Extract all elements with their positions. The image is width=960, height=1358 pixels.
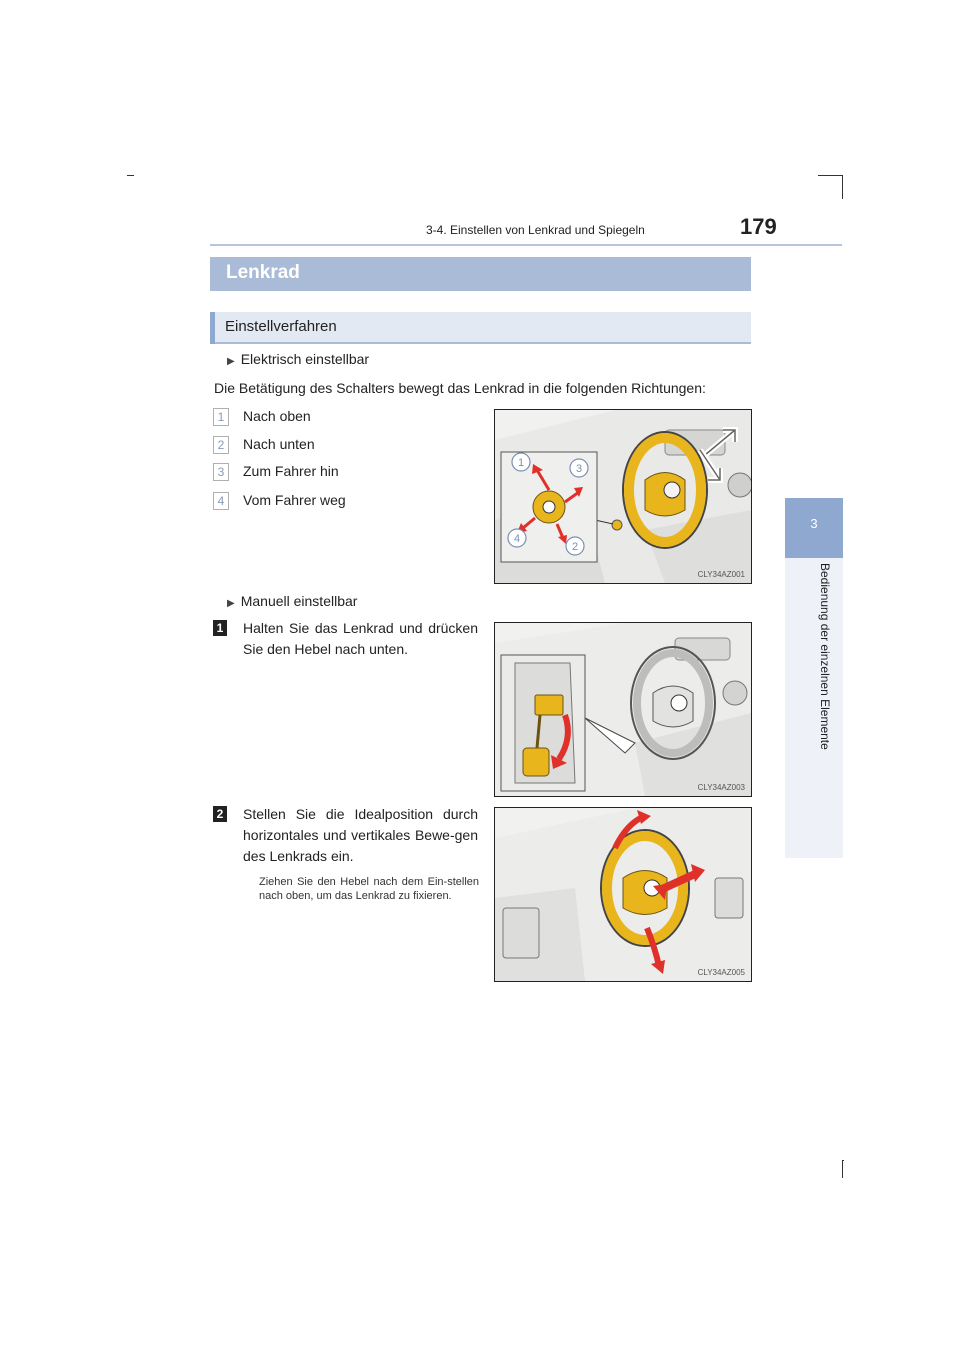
steering-position-illustration xyxy=(495,808,751,981)
subsection-heading xyxy=(210,312,751,344)
chapter-tab[interactable] xyxy=(785,498,843,558)
crop-mark xyxy=(818,175,843,176)
steering-lever-illustration xyxy=(495,623,751,796)
figure-manual-position xyxy=(494,807,752,982)
callout-4: 4 xyxy=(513,533,521,545)
item-number-3: 3 xyxy=(213,463,229,481)
steering-wheel-electric-illustration xyxy=(495,410,751,583)
bullet-electric-label: Elektrisch einstellbar xyxy=(240,351,370,367)
bullet-manual xyxy=(227,593,357,609)
item-up: Nach oben xyxy=(243,408,311,424)
figure-code: CLY34AZ005 xyxy=(697,968,745,977)
crop-mark xyxy=(842,1160,843,1178)
step-number-2: 2 xyxy=(213,806,227,822)
triangle-bullet-icon: ▶ xyxy=(227,356,235,367)
subsection-accent xyxy=(210,312,215,344)
bullet-electric xyxy=(227,351,369,367)
section-heading xyxy=(210,257,751,291)
step-2-note: Ziehen Sie den Hebel nach dem Ein-stellen nach oben, um das Lenkrad zu fixieren. xyxy=(259,876,479,902)
figure-electric-adjust xyxy=(494,409,752,584)
triangle-bullet-icon: ▶ xyxy=(227,598,235,609)
callout-2: 2 xyxy=(571,541,579,553)
crop-mark xyxy=(842,175,843,199)
item-away-driver: Vom Fahrer weg xyxy=(243,492,346,508)
chapter-tab-number: 3 xyxy=(810,516,818,531)
subsection-title: Einstellverfahren xyxy=(225,318,337,335)
section-title: Lenkrad xyxy=(226,262,300,283)
bullet-manual-label: Manuell einstellbar xyxy=(240,593,358,609)
chapter-tab-strip xyxy=(785,558,843,858)
callout-1: 1 xyxy=(517,457,525,469)
step-1-text: Halten Sie das Lenkrad und drücken Sie den Hebel nach unten. xyxy=(243,620,478,657)
figure-code: CLY34AZ003 xyxy=(697,783,745,792)
header-rule xyxy=(210,244,842,246)
item-number-4: 4 xyxy=(213,492,229,510)
step-number-1: 1 xyxy=(213,620,227,636)
figure-code: CLY34AZ001 xyxy=(697,570,745,579)
chapter-title: 3-4. Einstellen von Lenkrad und Spiegeln xyxy=(426,223,645,237)
item-number-1: 1 xyxy=(213,408,229,426)
item-toward-driver: Zum Fahrer hin xyxy=(243,463,339,479)
electric-intro: Die Betätigung des Schalters bewegt das Lenkrad in die folgenden Richtungen: xyxy=(214,380,706,396)
step-2-text: Stellen Sie die Idealposition durch horizontales und vertikales Bewe-gen des Lenkrads ein. xyxy=(243,806,478,864)
page-number: 179 xyxy=(740,214,777,239)
item-number-2: 2 xyxy=(213,436,229,454)
item-down: Nach unten xyxy=(243,436,315,452)
callout-3: 3 xyxy=(575,463,583,475)
crop-mark xyxy=(127,175,134,176)
crop-mark xyxy=(842,1160,844,1161)
chapter-tab-label: Bedienung der einzelnen Elemente xyxy=(818,563,832,750)
figure-manual-lever xyxy=(494,622,752,797)
